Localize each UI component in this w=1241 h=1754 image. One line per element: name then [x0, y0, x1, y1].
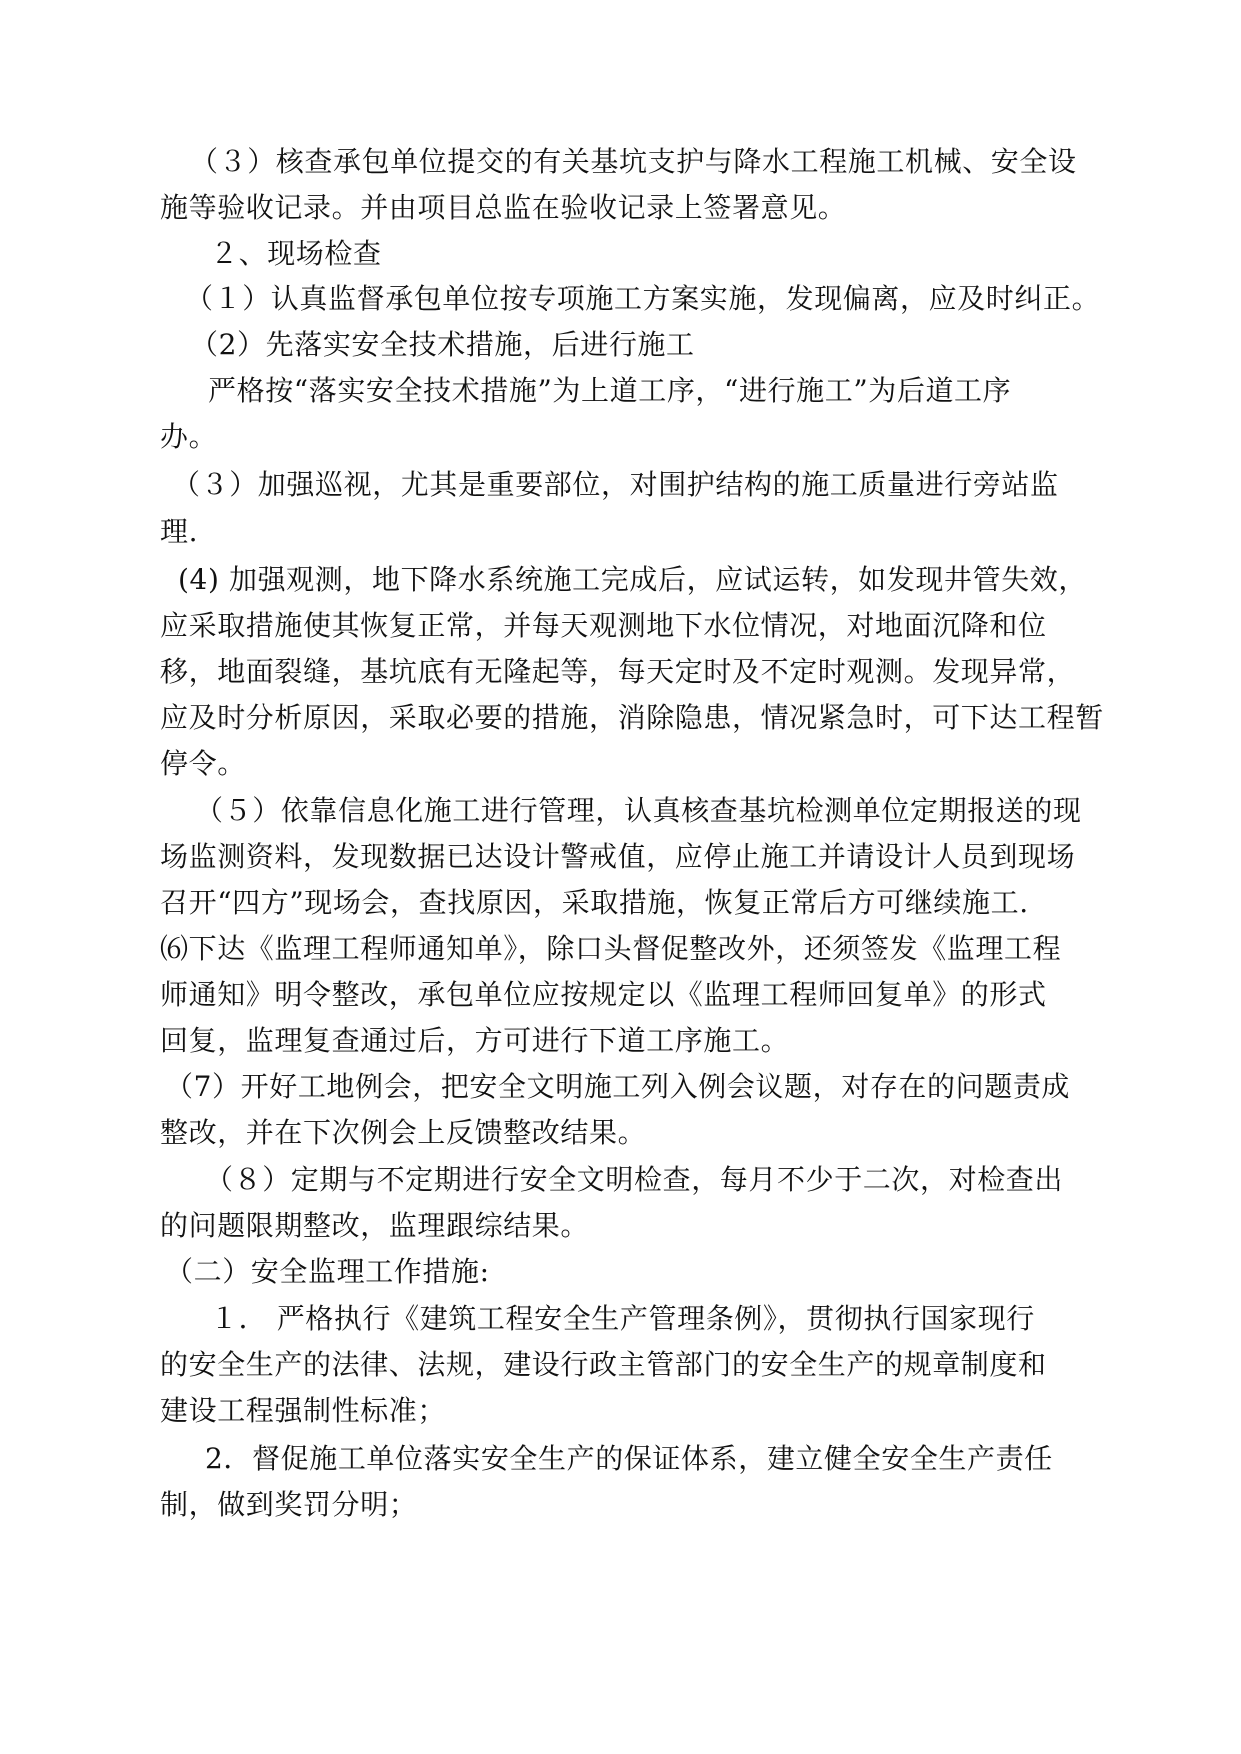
text-line: （３）加强巡视，尤其是重要部位，对围护结构的施工质量进行旁站监 — [172, 468, 1059, 501]
text-line: 办。 — [160, 420, 218, 453]
text-line: （7）开好工地例会，把安全文明施工列入例会议题，对存在的问题责成 — [165, 1070, 1071, 1103]
text-line: （2）先落实安全技术措施，后进行施工 — [190, 328, 695, 361]
text-line: 应及时分析原因，采取必要的措施，消除隐患，情况紧急时，可下达工程暂 — [160, 701, 1104, 734]
text-line: 召开“四方”现场会，查找原因，采取措施，恢复正常后方可继续施工. — [160, 886, 1029, 919]
text-line: 停令。 — [160, 747, 246, 780]
text-line: 回复，监理复查通过后，方可进行下道工序施工。 — [160, 1024, 790, 1057]
text-line: 建设工程强制性标准； — [160, 1394, 447, 1427]
text-line: 施等验收记录。并由项目总监在验收记录上签署意见。 — [160, 191, 847, 224]
text-line: 严格按“落实安全技术措施”为上道工序，“进行施工”为后道工序 — [208, 374, 1012, 407]
text-line: 场监测资料，发现数据已达设计警戒值，应停止施工并请设计人员到现场 — [160, 840, 1076, 873]
text-line: 应采取措施使其恢复正常，并每天观测地下水位情况，对地面沉降和位 — [160, 609, 1047, 642]
text-line: 2．督促施工单位落实安全生产的保证体系，建立健全安全生产责任 — [205, 1442, 1053, 1475]
text-line: （８）定期与不定期进行安全文明检查，每月不少于二次，对检查出 — [205, 1163, 1064, 1196]
text-line: 的安全生产的法律、法规，建设行政主管部门的安全生产的规章制度和 — [160, 1348, 1047, 1381]
text-line: （３）核查承包单位提交的有关基坑支护与降水工程施工机械、安全设 — [190, 145, 1077, 178]
text-line: 理. — [160, 515, 199, 548]
text-line: 制，做到奖罚分明； — [160, 1488, 418, 1521]
text-line: 师通知》明令整改，承包单位应按规定以《监理工程师回复单》的形式 — [160, 978, 1047, 1011]
text-line: ⑹下达《监理工程师通知单》，除口头督促整改外，还须签发《监理工程 — [160, 932, 1062, 965]
text-line: 移，地面裂缝，基坑底有无隆起等，每天定时及不定时观测。发现异常， — [160, 655, 1076, 688]
text-line: （１）认真监督承包单位按专项施工方案实施，发现偏离，应及时纠正。 — [185, 282, 1101, 315]
text-line: 整改，并在下次例会上反馈整改结果。 — [160, 1116, 647, 1149]
text-line: １． 严格执行《建筑工程安全生产管理条例》，贯彻执行国家现行 — [210, 1302, 1035, 1335]
section-heading: ２、现场检查 — [210, 237, 382, 270]
section-heading: （二）安全监理工作措施: — [165, 1255, 490, 1288]
text-line: （５）依靠信息化施工进行管理，认真核查基坑检测单位定期报送的现 — [195, 794, 1082, 827]
text-line: (4) 加强观测，地下降水系统施工完成后，应试运转，如发现井管失效， — [178, 563, 1087, 596]
text-line: 的问题限期整改，监理跟综结果。 — [160, 1209, 590, 1242]
